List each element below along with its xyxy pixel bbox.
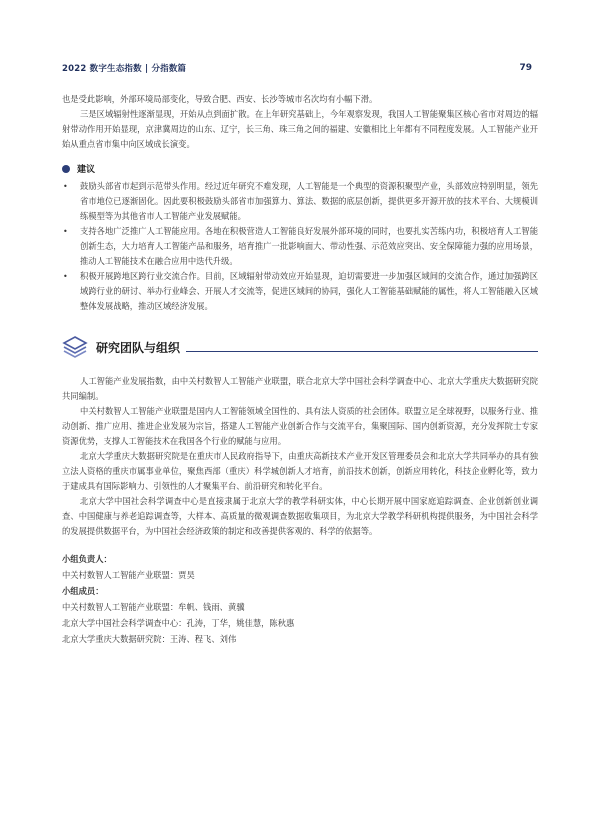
- suggestions-title: 建议: [77, 165, 96, 175]
- paragraph: 人工智能产业发展指数，由中关村数智人工智能产业联盟，联合北京大学中国社会科学调查中心、北京大学重庆大数据研究院共同编制。: [62, 376, 538, 401]
- heading-dot-icon: [62, 165, 70, 173]
- layers-icon: [62, 334, 88, 360]
- suggestion-list: [62, 179, 538, 314]
- leader-entry: 中关村数智人工智能产业联盟：贾昊: [62, 570, 195, 580]
- paragraph: 中关村数智人工智能产业联盟是国内人工智能领域全国性的、具有法人资质的社会团体。联盟立足全球视野，以服务行业、推动创新、推广应用、推进企业发展为宗旨，搭建人工智能产业创新合作与交流平台，集聚国际、国内创新资源，充分发挥院士专家资源优势，支撑人工智能技术在我国各个行业的赋能与应用。: [62, 406, 538, 446]
- suggestion-text: 鼓励头部省市起到示范带头作用。经过近年研究不难发现，人工智能是一个典型的资源积聚型产业，头部效应特别明显，领先省市地位已逐渐固化。因此要积极鼓励头部省市加强算力、算法、数据的底层创新，提供更多开源开放的技术平台、大规模训练模型等为其他省市人工智能产业发展赋能。: [80, 181, 538, 221]
- suggestion-item: [62, 269, 538, 314]
- page-header: [62, 61, 532, 75]
- bullet-icon: •: [63, 182, 68, 191]
- section-divider: [186, 351, 538, 352]
- bullet-icon: •: [63, 227, 68, 236]
- section-title: 研究团队与组织: [96, 341, 181, 355]
- paragraph: 也是受此影响，外部环境局部变化，导致合肥、西安、长沙等城市名次均有小幅下滑。: [62, 94, 378, 104]
- running-title: 2022 数字生态指数 | 分指数篇: [62, 64, 187, 74]
- team-leader-block: [62, 551, 538, 647]
- paragraph: 三是区域辐射性逐渐显现，开始从点到面扩散。在上年研究基础上，今年观察发现，我国人工智能聚集区核心省市对周边的辐射带动作用开始显现，京津冀周边的山东、辽宁，长三角、珠三角之间的福建、安徽相比上年都有不同程度发展。人工智能产业开始从重点省市集中向区域成长演变。: [62, 109, 538, 149]
- members-label: 小组成员：: [62, 586, 104, 596]
- suggestion-text: 积极开展跨地区跨行业交流合作。目前，区域辐射带动效应开始显现，迫切需要进一步加强区域间的交流合作，通过加强跨区域跨行业的研讨、举办行业峰会、开展人才交流等，促进区域间的协同，强化人工智能基础赋能的属性，将人工智能融入区域整体发展战略，推动区域经济发展。: [80, 271, 538, 311]
- spacer: [62, 539, 538, 547]
- member-entry: 中关村数智人工智能产业联盟：牟帆、钱雨、黄骥: [62, 602, 245, 612]
- bullet-icon: •: [63, 272, 68, 281]
- paragraph: 北京大学重庆大数据研究院是在重庆市人民政府指导下，由重庆高新技术产业开发区管理委员会和北京大学共同举办的具有独立法人资格的重庆市属事业单位，聚焦西部（重庆）科学城创新人才培育，前沿技术创新，创新应用转化，科技企业孵化等，致力于建成具有国际影响力、引领性的人才聚集平台、前沿研究和转化平台。: [62, 451, 538, 491]
- page-number: 79: [519, 63, 532, 73]
- suggestion-text: 支持各地广泛推广人工智能应用。各地在积极营造人工智能良好发展外部环境的同时，也要扎实苦练内功，积极培育人工智能创新生态，大力培育人工智能产品和服务，培育推广一批影响面大、带动性强、示范效应突出、安全保障能力强的应用场景，推动人工智能技术在融合应用中迭代升级。: [80, 226, 538, 266]
- leader-label: 小组负责人：: [62, 554, 112, 564]
- team-section-heading: [62, 334, 538, 360]
- member-entry: 北京大学中国社会科学调查中心：孔涛，丁华，姚佳慧，陈秋惠: [62, 618, 295, 628]
- suggestion-item: [62, 224, 538, 269]
- paragraph: 北京大学中国社会科学调查中心是直接隶属于北京大学的教学科研实体，中心长期开展中国家庭追踪调查、企业创新创业调查、中国健康与养老追踪调查等，大样本、高质量的微观调查数据收集项目，为北京大学教学科研机构提供服务，为中国社会科学的发展提供数据平台，为中国社会经济政策的制定和改善提供客观的、科学的依据等。: [62, 496, 538, 536]
- page-content: [62, 92, 538, 647]
- suggestions-heading: [62, 162, 538, 175]
- suggestion-item: [62, 179, 538, 224]
- member-entry: 北京大学重庆大数据研究院：王涛、程飞、刘伟: [62, 634, 237, 644]
